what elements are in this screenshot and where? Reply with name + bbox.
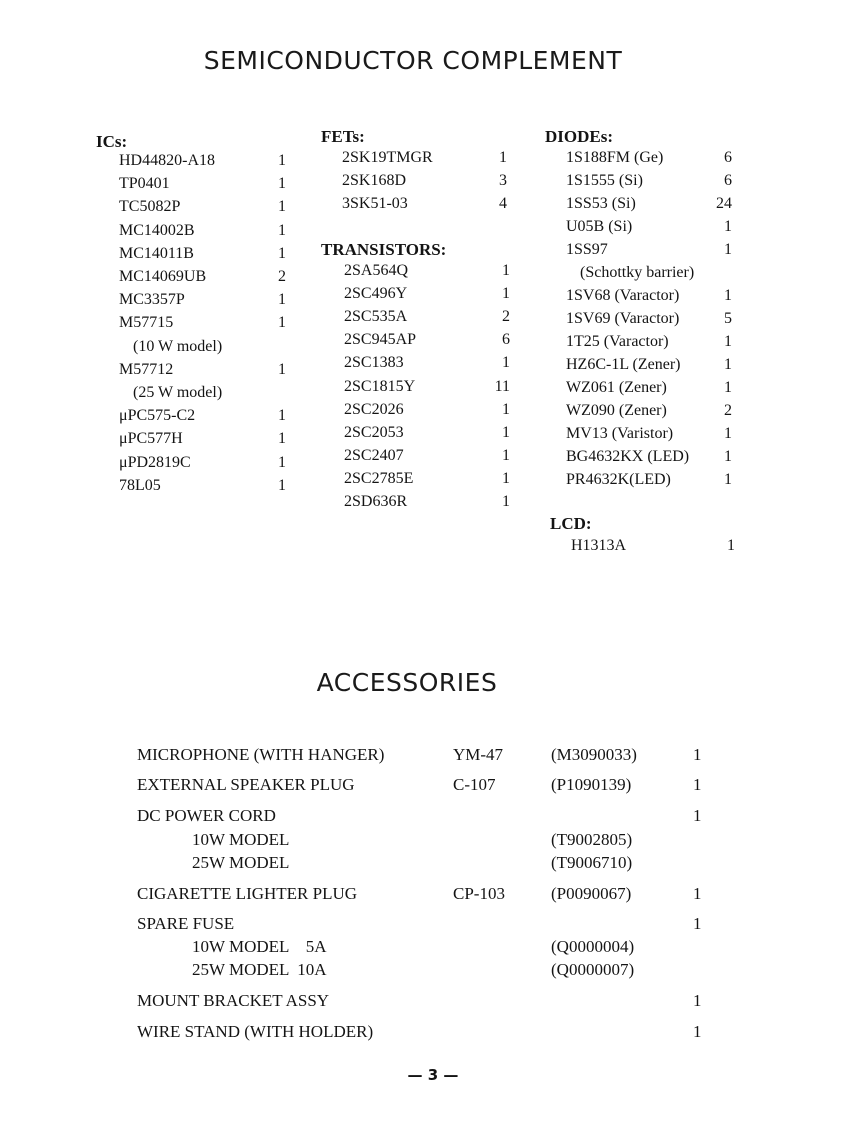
accessory-row: [0, 989, 866, 1013]
diode-name: 1S188FM (Ge): [566, 149, 664, 166]
lcd-qty: 1: [727, 537, 735, 554]
transistor-qty: 1: [502, 493, 510, 510]
accessories-title: ACCESSORIES: [316, 668, 498, 697]
transistor-row: [344, 282, 510, 305]
transistor-name: 2SD636R: [344, 493, 408, 510]
ic-name: M57715: [119, 314, 174, 332]
transistors-heading: TRANSISTORS:: [321, 240, 447, 259]
ic-row: [119, 172, 286, 195]
accessory-qty: 1: [693, 884, 702, 903]
accessory-name: 25W MODEL: [192, 853, 290, 872]
ic-row: [119, 474, 286, 497]
diode-name: U05B (Si): [566, 218, 633, 235]
ic-name: TC5082P: [119, 198, 181, 216]
accessory-part-number: (Q0000004): [551, 937, 635, 956]
diode-name: (Schottky barrier): [580, 264, 695, 281]
accessory-row: [0, 1020, 866, 1044]
transistor-row: [344, 490, 510, 513]
page-title: SEMICONDUCTOR COMPLEMENT: [203, 46, 623, 75]
fet-qty: 1: [499, 149, 507, 166]
accessory-name: 10W MODEL 5A: [192, 937, 327, 956]
diode-row: [566, 261, 732, 284]
lcd-name: H1313A: [571, 537, 627, 554]
ic-qty: 1: [278, 407, 286, 425]
accessory-name: 10W MODEL: [192, 830, 290, 849]
ic-name: (25 W model): [133, 384, 223, 401]
ic-qty: 1: [278, 360, 286, 378]
transistor-name: 2SC945AP: [344, 331, 417, 349]
transistor-qty: 11: [494, 377, 510, 395]
accessory-row: [0, 882, 866, 906]
accessory-part-number: (T9002805): [551, 830, 633, 849]
transistor-row: [344, 444, 510, 467]
accessory-name: 25W MODEL 10A: [192, 960, 327, 979]
diode-row: [566, 238, 732, 261]
diode-qty: 1: [724, 333, 732, 350]
transistor-row: [344, 328, 510, 351]
accessory-row: [0, 743, 866, 767]
transistor-row: [344, 398, 510, 421]
ic-qty: 1: [278, 314, 286, 332]
transistor-row: [344, 305, 510, 328]
transistor-name: 2SC1383: [344, 354, 404, 372]
transistor-name: 2SC496Y: [344, 285, 408, 303]
transistor-qty: 2: [502, 308, 510, 326]
diode-name: 1SV68 (Varactor): [566, 287, 680, 304]
ic-name: 78L05: [119, 476, 161, 494]
fet-qty: 4: [499, 195, 507, 212]
ic-row: [119, 265, 286, 288]
diode-qty: 2: [724, 402, 732, 419]
diode-row: [566, 376, 732, 399]
fet-row: [342, 192, 507, 215]
diode-name: WZ090 (Zener): [566, 402, 667, 419]
fet-name: 2SK19TMGR: [342, 149, 433, 166]
accessory-name: MOUNT BRACKET ASSY: [137, 991, 330, 1010]
diode-row: [566, 353, 732, 376]
accessory-qty: 1: [693, 1022, 702, 1041]
diode-name: 1S1555 (Si): [566, 172, 643, 189]
diode-row: [566, 330, 732, 353]
accessory-name: SPARE FUSE: [137, 914, 235, 933]
diode-qty: 6: [724, 172, 732, 189]
ic-name: μPD2819C: [119, 453, 191, 471]
accessory-row: [0, 935, 866, 959]
diode-qty: 1: [724, 356, 732, 373]
ic-qty: 1: [278, 198, 286, 216]
lcd-heading: LCD:: [550, 514, 592, 533]
ic-row: [119, 219, 286, 242]
transistor-qty: 1: [502, 446, 510, 464]
diode-name: WZ061 (Zener): [566, 379, 667, 396]
ic-qty: 1: [278, 476, 286, 494]
accessory-name: CIGARETTE LIGHTER PLUG: [137, 884, 358, 903]
accessory-part-number: (M3090033): [551, 745, 637, 764]
transistor-name: 2SC535A: [344, 308, 408, 326]
diode-name: BG4632KX (LED): [566, 448, 690, 465]
fet-qty: 3: [499, 172, 507, 189]
accessory-qty: 1: [693, 775, 702, 794]
ic-qty: 1: [278, 175, 286, 193]
ic-row: [119, 311, 286, 334]
accessory-part-number: (Q0000007): [551, 960, 635, 979]
ic-row: [119, 288, 286, 311]
diode-row: [566, 284, 732, 307]
accessory-name: MICROPHONE (WITH HANGER): [137, 745, 385, 764]
diode-qty: 1: [724, 379, 732, 396]
ic-name: μPC577H: [119, 430, 183, 448]
ic-row: [119, 381, 286, 404]
diode-row: [566, 215, 732, 238]
diodes-heading: DIODEs:: [545, 127, 614, 146]
ic-row: [119, 149, 286, 172]
ic-name: M57712: [119, 360, 174, 378]
accessory-qty: 1: [693, 914, 702, 933]
diode-qty: 1: [724, 425, 732, 442]
ic-name: HD44820-A18: [119, 152, 215, 169]
ic-name: MC14011B: [119, 244, 194, 262]
accessory-row: [0, 851, 866, 875]
diode-qty: 24: [716, 195, 732, 212]
diode-row: [566, 192, 732, 215]
diode-name: 1SV69 (Varactor): [566, 310, 680, 327]
ic-qty: 2: [278, 268, 286, 285]
accessory-row: [0, 912, 866, 936]
ic-name: μPC575-C2: [119, 407, 196, 425]
ic-row: [119, 427, 286, 450]
transistor-qty: 6: [502, 331, 510, 349]
fet-row: [342, 146, 507, 169]
transistor-row: [344, 351, 510, 374]
ic-qty: 1: [278, 291, 286, 309]
transistor-name: 2SC2407: [344, 446, 404, 464]
diode-qty: 5: [724, 310, 732, 327]
ic-name: MC3357P: [119, 291, 185, 309]
ic-name: TP0401: [119, 175, 170, 193]
ic-qty: 1: [278, 453, 286, 471]
transistor-qty: 1: [502, 285, 510, 303]
transistor-row: [344, 467, 510, 490]
accessory-part-number: (T9006710): [551, 853, 633, 872]
accessory-name: DC POWER CORD: [137, 806, 276, 825]
accessory-qty: 1: [693, 745, 702, 764]
fet-name: 2SK168D: [342, 172, 407, 189]
accessory-model: YM-47: [453, 745, 504, 764]
diode-row: [566, 146, 732, 169]
diode-row: [566, 307, 732, 330]
transistor-row: [344, 375, 510, 398]
transistor-name: 2SC2785E: [344, 469, 414, 487]
diode-name: HZ6C-1L (Zener): [566, 356, 681, 373]
diode-qty: 1: [724, 218, 732, 235]
accessory-name: EXTERNAL SPEAKER PLUG: [137, 775, 355, 794]
fet-name: 3SK51-03: [342, 195, 408, 212]
ic-name: MC14069UB: [119, 268, 207, 285]
ic-qty: 1: [278, 430, 286, 448]
diode-qty: 1: [724, 448, 732, 465]
diode-qty: 1: [724, 241, 732, 258]
accessory-part-number: (P1090139): [551, 775, 632, 794]
accessory-model: C-107: [453, 775, 496, 794]
lcd-row: [571, 534, 735, 557]
diode-row: [566, 422, 732, 445]
diode-name: 1SS53 (Si): [566, 195, 636, 212]
ic-row: [119, 242, 286, 265]
transistor-row: [344, 259, 510, 282]
diode-qty: 1: [724, 287, 732, 304]
ic-qty: 1: [278, 152, 286, 169]
transistor-qty: 1: [502, 400, 510, 418]
diode-row: [566, 399, 732, 422]
diode-name: 1T25 (Varactor): [566, 333, 669, 350]
transistor-qty: 1: [502, 354, 510, 372]
ic-qty: 1: [278, 221, 286, 239]
diode-name: PR4632K(LED): [566, 471, 671, 488]
accessory-row: [0, 804, 866, 828]
transistor-name: 2SA564Q: [344, 262, 409, 279]
diode-row: [566, 468, 732, 491]
diode-qty: 6: [724, 149, 732, 166]
ic-name: (10 W model): [133, 337, 223, 355]
transistor-row: [344, 421, 510, 444]
diode-row: [566, 169, 732, 192]
ic-qty: 1: [278, 244, 286, 262]
accessory-model: CP-103: [453, 884, 505, 903]
ic-name: MC14002B: [119, 221, 195, 239]
diode-qty: 1: [724, 471, 732, 488]
ics-heading: ICs:: [96, 132, 128, 151]
ic-row: [119, 451, 286, 474]
accessory-qty: 1: [693, 806, 702, 825]
diode-name: 1SS97: [566, 241, 608, 258]
accessory-row: [0, 828, 866, 852]
ic-row: [119, 404, 286, 427]
ic-row: [119, 195, 286, 218]
transistor-name: 2SC1815Y: [344, 377, 416, 395]
accessory-row: [0, 773, 866, 797]
ic-row: [119, 335, 286, 358]
fets-heading: FETs:: [321, 127, 365, 146]
accessory-part-number: (P0090067): [551, 884, 632, 903]
transistor-qty: 1: [502, 469, 510, 487]
transistor-name: 2SC2053: [344, 423, 404, 441]
fet-row: [342, 169, 507, 192]
accessory-row: [0, 958, 866, 982]
page-number: — 3 —: [407, 1066, 459, 1084]
diode-name: MV13 (Varistor): [566, 425, 674, 442]
accessory-qty: 1: [693, 991, 702, 1010]
accessory-name: WIRE STAND (WITH HOLDER): [137, 1022, 374, 1041]
transistor-qty: 1: [502, 262, 510, 279]
transistor-qty: 1: [502, 423, 510, 441]
transistor-name: 2SC2026: [344, 400, 404, 418]
ic-row: [119, 358, 286, 381]
diode-row: [566, 445, 732, 468]
